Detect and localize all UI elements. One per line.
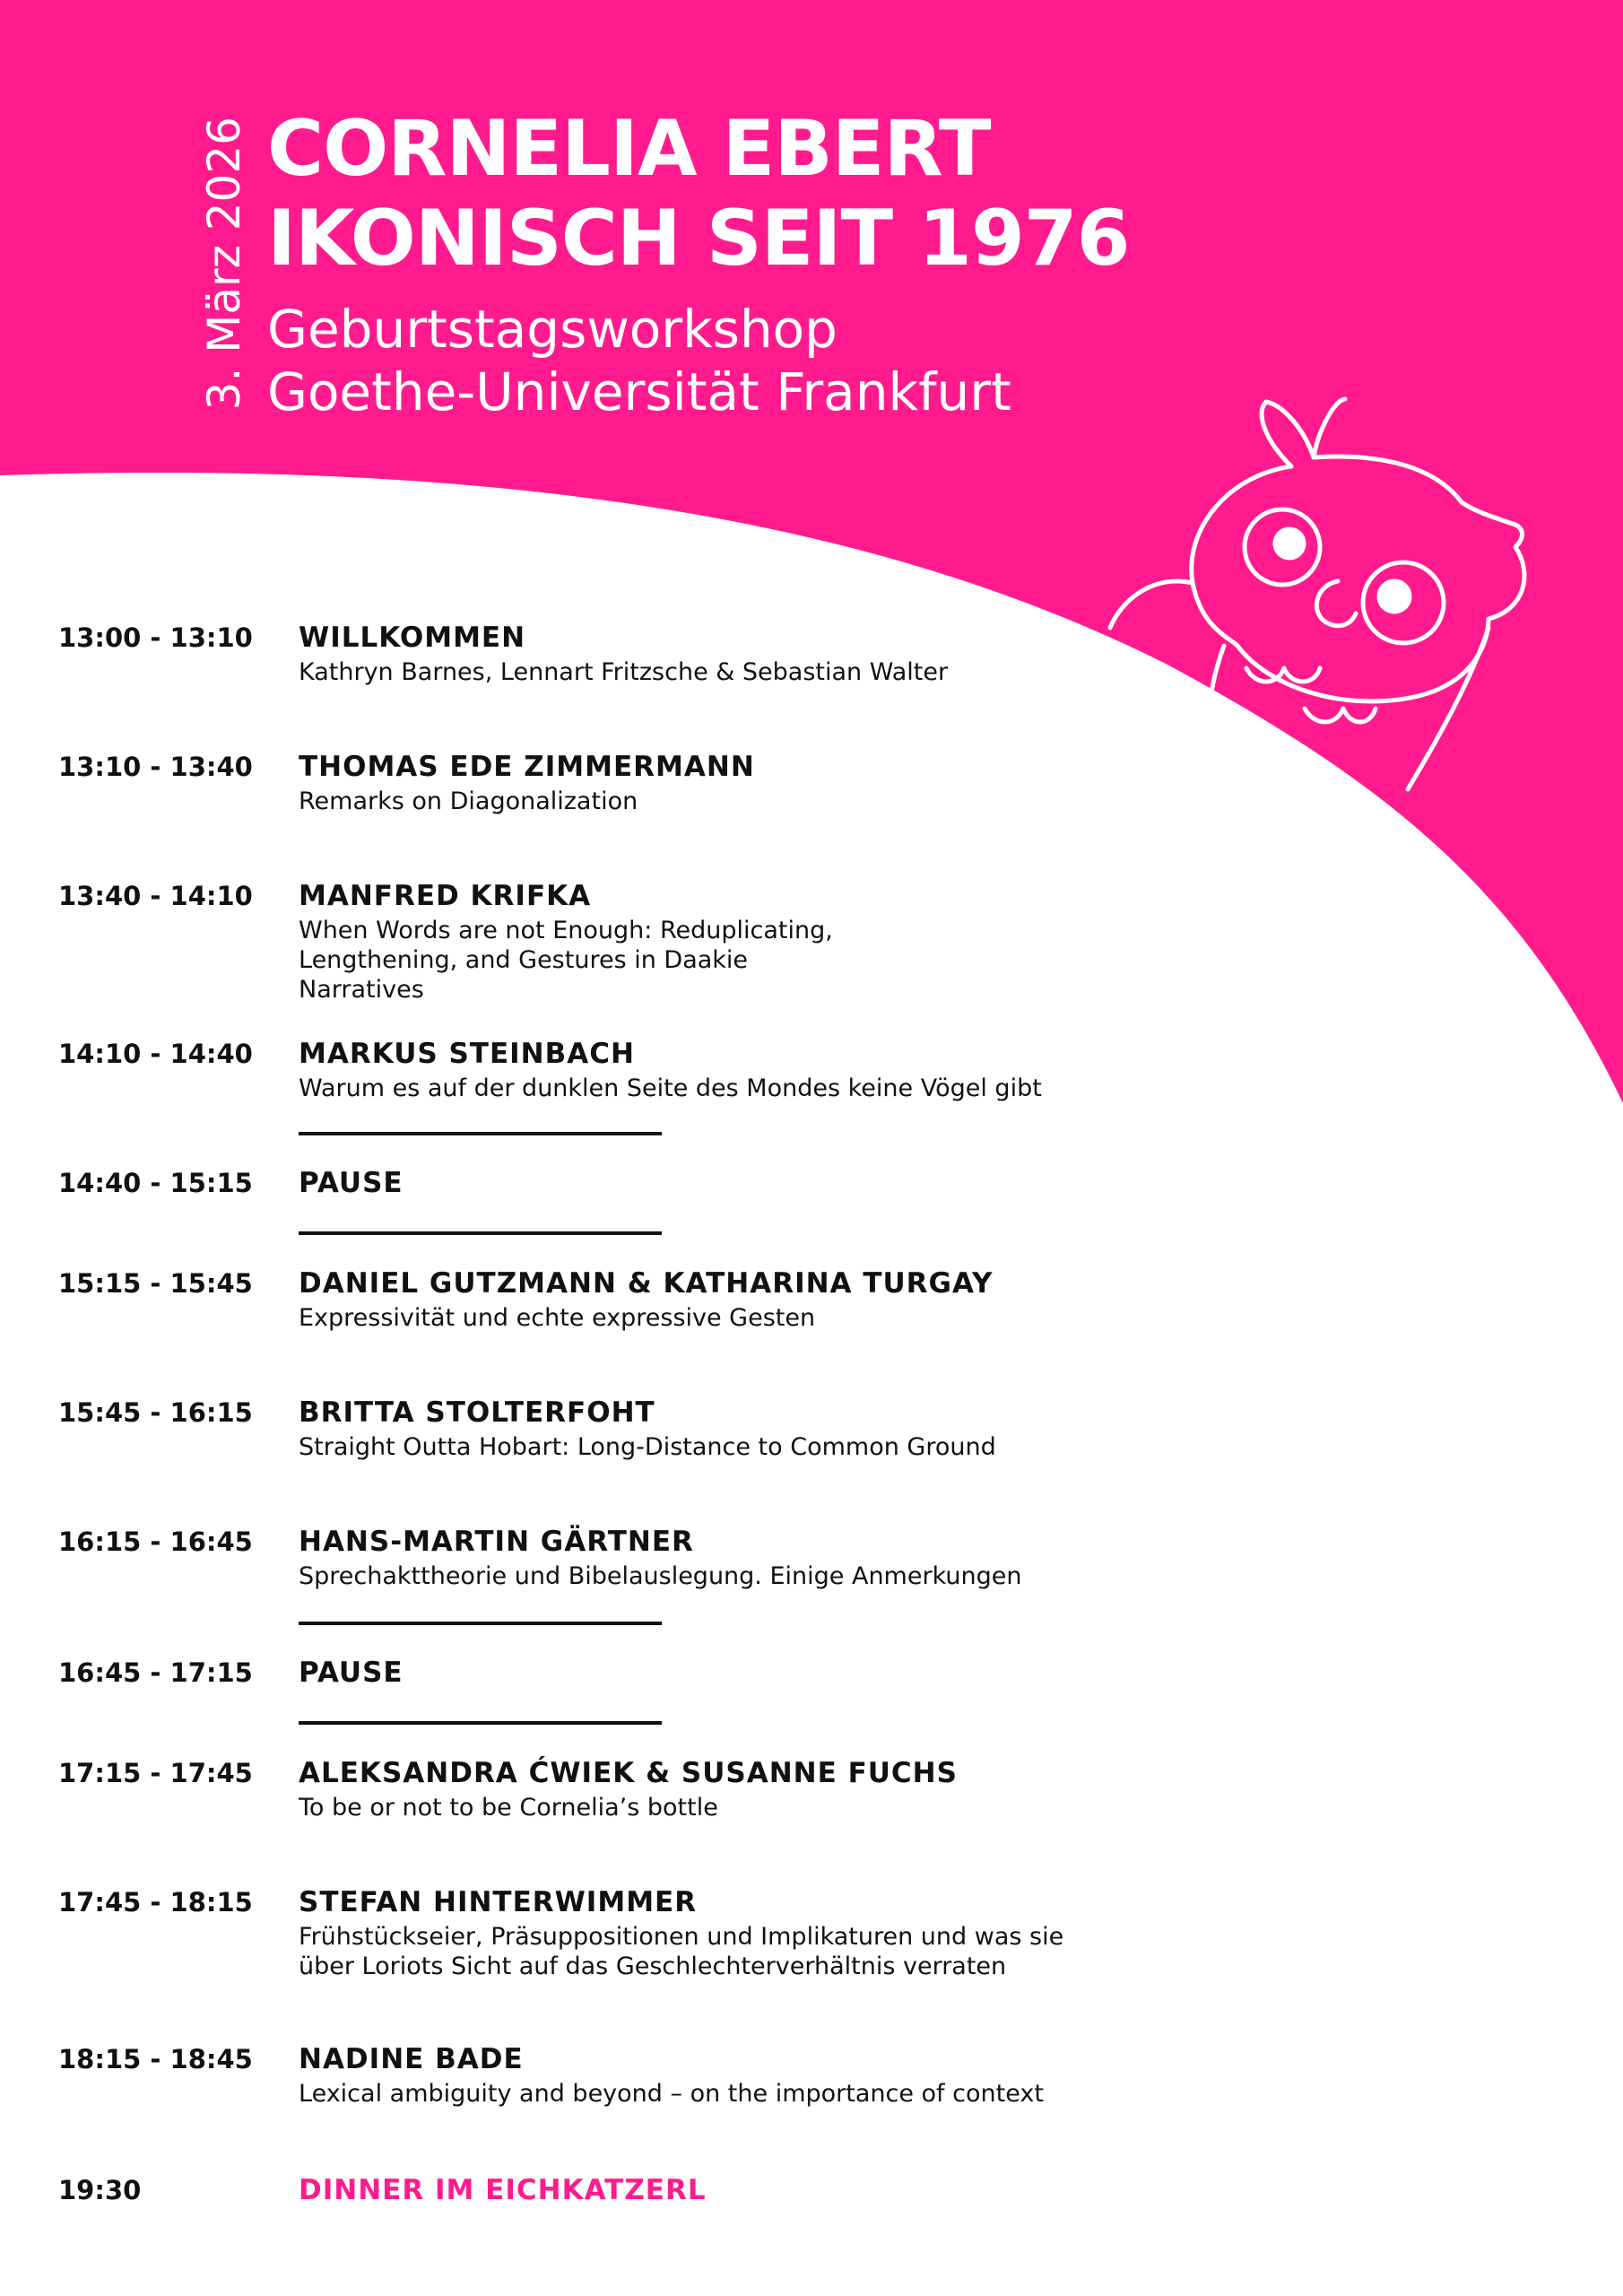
talk-title: Lexical ambiguity and beyond – on the importance of context (299, 2080, 1044, 2108)
speaker-name: NADINE BADE (299, 2043, 524, 2075)
divider (299, 1231, 662, 1235)
speaker-name: THOMAS EDE ZIMMERMANN (299, 751, 755, 783)
time-slot: 17:15 - 17:45 (58, 1758, 253, 1788)
speaker-name: STEFAN HINTERWIMMER (299, 1886, 698, 1918)
time-slot: 13:40 - 14:10 (58, 881, 253, 911)
talk-title: Expressivität und echte expressive Gesten (299, 1304, 816, 1332)
speaker-name: BRITTA STOLTERFOHT (299, 1396, 655, 1429)
subtitle: Geburtstagsworkshop (267, 299, 838, 360)
time-slot: 14:10 - 14:40 (58, 1039, 253, 1069)
event-date: 3. März 2026 (198, 117, 250, 411)
time-slot: 14:40 - 15:15 (58, 1168, 253, 1198)
break-label: PAUSE (299, 1167, 404, 1199)
time-slot: 17:45 - 18:15 (58, 1887, 253, 1918)
talk-title: Kathryn Barnes, Lennart Fritzsche & Sebastian Walter (299, 658, 949, 686)
subtitle-line2: Goethe-Universität Frankfurt (267, 361, 1011, 422)
divider (299, 1622, 662, 1625)
talk-title: Remarks on Diagonalization (299, 787, 638, 815)
speaker-name: DANIEL GUTZMANN & KATHARINA TURGAY (299, 1267, 994, 1300)
speaker-name: MARKUS STEINBACH (299, 1038, 635, 1070)
talk-title: Straight Outta Hobart: Long-Distance to Common Ground (299, 1433, 996, 1461)
page-title: CORNELIA EBERT (267, 104, 991, 194)
speaker-name: MANFRED KRIFKA (299, 880, 592, 912)
talk-title: Sprechakttheorie und Bibelauslegung. Einige Anmerkungen (299, 1562, 1022, 1590)
speaker-name: ALEKSANDRA ĆWIEK & SUSANNE FUCHS (299, 1757, 958, 1789)
time-slot: 16:45 - 17:15 (58, 1657, 253, 1688)
talk-title: Frühstückseier, Präsuppositionen und Implikaturen und was sie über Loriots Sicht auf das Geschlechterverhältnis verraten (299, 1923, 1064, 1980)
talk-title: Warum es auf der dunklen Seite des Mondes keine Vögel gibt (299, 1074, 1042, 1102)
speaker-name: WILLKOMMEN (299, 622, 526, 654)
time-slot: 16:15 - 16:45 (58, 1526, 253, 1557)
break-label: PAUSE (299, 1657, 404, 1689)
time-slot: 19:30 (58, 2175, 142, 2205)
divider (299, 1132, 662, 1135)
talk-title: When Words are not Enough: Reduplicating, Lengthening, and Gestures in Daakie Narratives (299, 917, 833, 1004)
talk-title: To be or not to be Cornelia’s bottle (299, 1794, 718, 1822)
dinner-label: DINNER IM EICHKATZERL (299, 2174, 707, 2206)
time-slot: 15:45 - 16:15 (58, 1397, 253, 1428)
time-slot: 13:00 - 13:10 (58, 622, 253, 653)
time-slot: 13:10 - 13:40 (58, 752, 253, 782)
speaker-name: HANS-MARTIN GÄRTNER (299, 1526, 694, 1558)
time-slot: 15:15 - 15:45 (58, 1268, 253, 1299)
divider (299, 1721, 662, 1725)
page-title-line2: IKONISCH SEIT 1976 (267, 194, 1130, 283)
time-slot: 18:15 - 18:45 (58, 2044, 253, 2074)
